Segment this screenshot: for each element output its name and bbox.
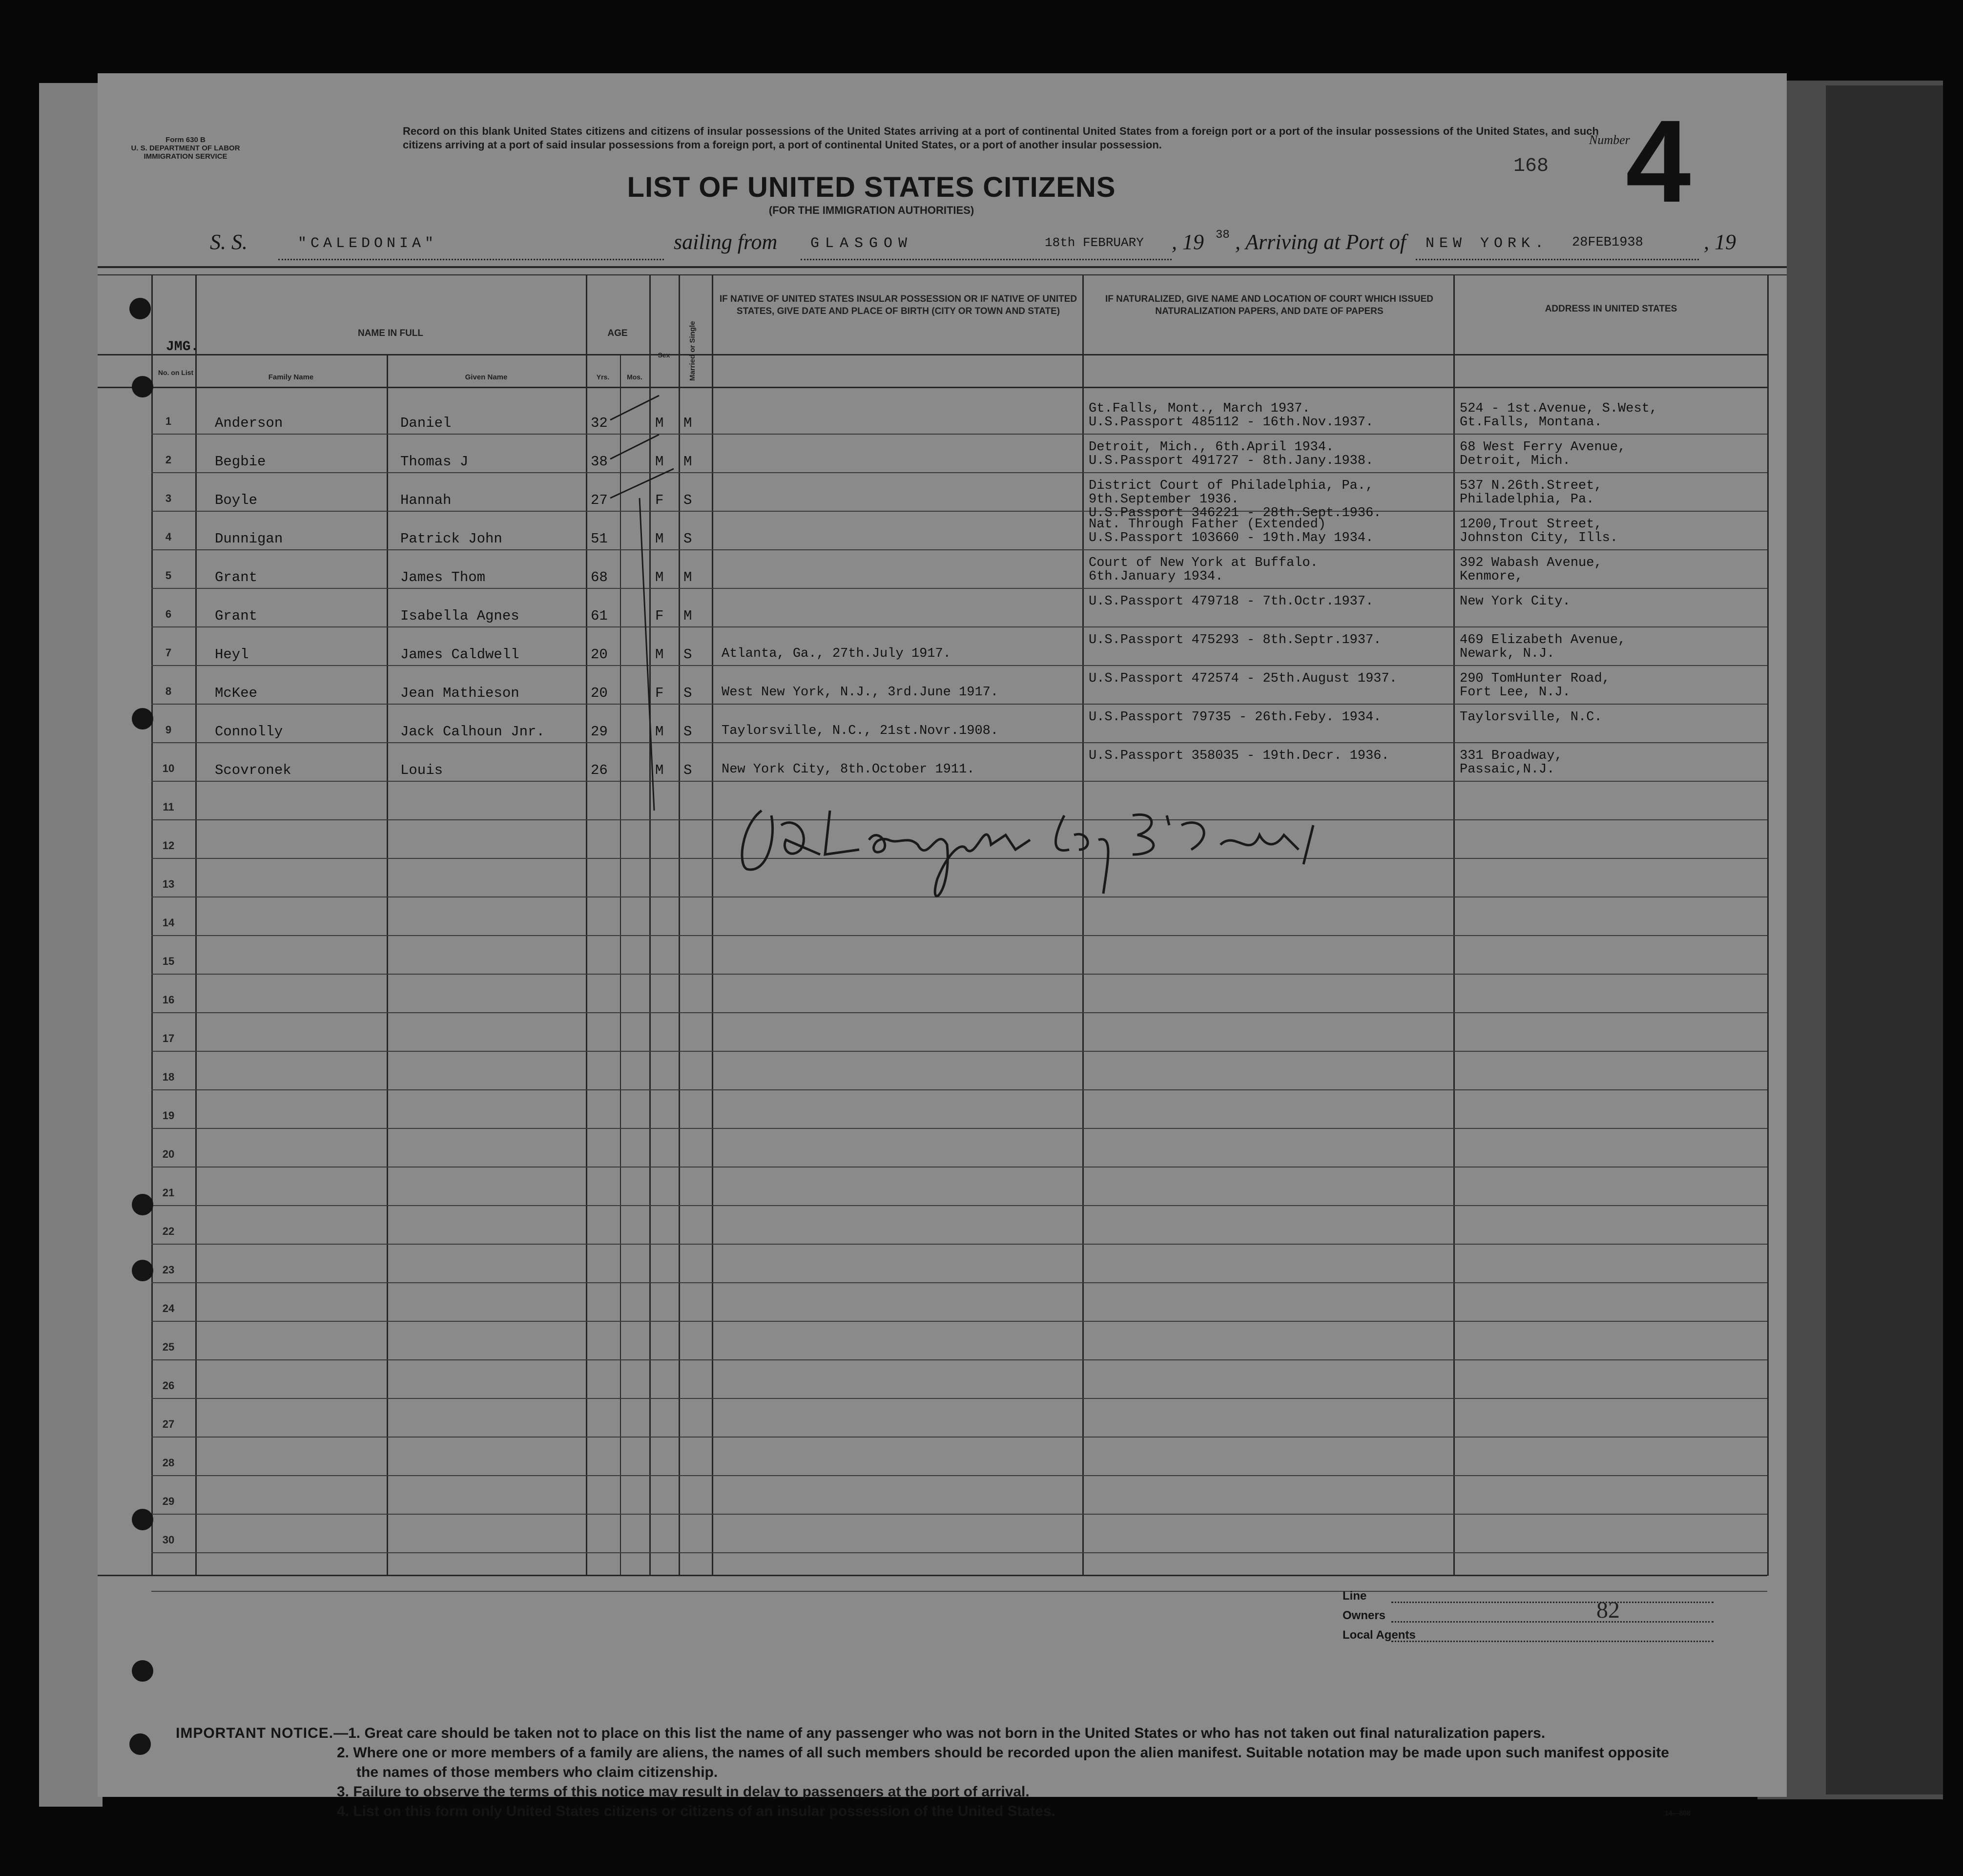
naturalization-line-1: U.S.Passport 472574 - 25th.August 1937.	[1089, 671, 1397, 686]
row-rule	[151, 974, 1767, 975]
age-years: 20	[591, 646, 608, 663]
local-agents-label: Local Agents	[1343, 1628, 1416, 1642]
sailing-label: sailing from	[674, 230, 778, 254]
col-line-addr	[1453, 274, 1455, 1576]
family-name: Scovronek	[215, 762, 291, 778]
port-to: NEW YORK.	[1426, 235, 1549, 252]
naturalization-line-1: Detroit, Mich., 6th.April 1934.	[1089, 440, 1334, 455]
sex: F	[655, 492, 664, 508]
form-number: Form 630 B	[165, 136, 206, 144]
col-line-birth	[712, 274, 713, 1576]
address-line-1: 469 Elizabeth Avenue,	[1460, 633, 1626, 647]
address-line-2: Philadelphia, Pa.	[1460, 492, 1594, 507]
row-rule	[151, 1128, 1767, 1129]
header-yrs: Yrs.	[596, 373, 610, 381]
binding-hole	[129, 298, 151, 319]
naturalization-line-1: U.S.Passport 479718 - 7th.Octr.1937.	[1089, 594, 1374, 609]
naturalization-line-2: 9th.September 1936.	[1089, 492, 1239, 507]
family-name: Anderson	[215, 415, 283, 431]
row-rule	[151, 1591, 1767, 1592]
header-divider	[98, 354, 1767, 355]
address-line-2: Detroit, Mich.	[1460, 454, 1570, 468]
table-bottom	[98, 1575, 1767, 1576]
header-naturalization: IF NATURALIZED, GIVE NAME AND LOCATION OF COURT WHICH ISSUED NATURALIZATION PAPERS, AND DATE OF PAPERS	[1105, 294, 1433, 316]
notice-item-1-text: —1. Great care should be taken not to place on this list the name of any passenger who was not born in the United States or who has not taken out final naturalization papers.	[333, 1725, 1546, 1741]
row-rule	[151, 1089, 1767, 1090]
birth-place: Taylorsville, N.C., 21st.Novr.1908.	[722, 724, 999, 738]
address-line-2: Fort Lee, N.J.	[1460, 685, 1570, 700]
family-name: Grant	[215, 569, 258, 585]
form-identifier	[98, 136, 273, 161]
given-name: James Thom	[400, 569, 486, 585]
sex: M	[655, 531, 664, 547]
given-name: Daniel	[400, 415, 452, 431]
signature-stroke	[742, 811, 859, 870]
col-line-no	[151, 274, 153, 1576]
row-rule	[151, 626, 1767, 627]
owners-field	[1391, 1621, 1714, 1623]
binding-hole	[132, 1660, 153, 1682]
notice-heading: IMPORTANT NOTICE.	[176, 1725, 334, 1741]
marital-status: S	[683, 531, 692, 547]
binding-hole	[132, 1260, 153, 1281]
header-no-on-list: No. on List	[158, 369, 194, 376]
arrival-stamp: 28FEB1938	[1572, 235, 1643, 250]
naturalization-line-2: U.S.Passport 485112 - 16th.Nov.1937.	[1089, 415, 1374, 430]
address-line-1: 68 West Ferry Avenue,	[1460, 440, 1626, 455]
row-number: 5	[165, 569, 172, 582]
age-years: 32	[591, 415, 608, 431]
address-line-2: Gt.Falls, Montana.	[1460, 415, 1602, 430]
address-line-2: Passaic,N.J.	[1460, 762, 1555, 777]
row-number: 27	[162, 1418, 175, 1430]
tally-mark	[610, 435, 659, 459]
marital-status: S	[683, 762, 692, 778]
row-rule	[151, 1205, 1767, 1206]
col-line-ms	[679, 274, 680, 1576]
marital-status: M	[683, 454, 692, 470]
age-years: 27	[591, 492, 608, 508]
given-name: Louis	[400, 762, 443, 778]
age-years: 20	[591, 685, 608, 701]
age-years: 61	[591, 608, 608, 624]
row-number: 18	[162, 1071, 175, 1083]
important-notice	[176, 1724, 1670, 1821]
to-dotted-line	[1416, 259, 1699, 260]
binding-hole	[132, 376, 153, 397]
ss-label: S. S.	[210, 230, 248, 254]
sex: M	[655, 454, 664, 470]
given-name: Jack Calhoun Jnr.	[400, 724, 545, 740]
address-line-1: 290 TomHunter Road,	[1460, 671, 1610, 686]
address-line-2: Newark, N.J.	[1460, 646, 1555, 661]
row-number: 15	[162, 955, 175, 967]
naturalization-line-2: 6th.January 1934.	[1089, 569, 1223, 584]
row-number: 3	[165, 492, 172, 504]
age-years: 38	[591, 454, 608, 470]
table-top-border-inner	[98, 274, 1787, 275]
given-name: Jean Mathieson	[400, 685, 519, 701]
signature	[732, 796, 1367, 923]
marital-status: M	[683, 608, 692, 624]
col-line-family	[195, 274, 197, 1576]
naturalization-line-2: U.S.Passport 103660 - 19th.May 1934.	[1089, 531, 1374, 545]
tally-stroke	[640, 498, 654, 811]
row-rule	[151, 549, 1767, 550]
row-number: 22	[162, 1225, 175, 1237]
page-title: LIST OF UNITED STATES CITIZENS	[627, 171, 1116, 203]
stamp-number: 168	[1513, 155, 1549, 177]
naturalization-line-2: U.S.Passport 491727 - 8th.Jany.1938.	[1089, 454, 1374, 468]
row-number: 25	[162, 1341, 175, 1353]
address-line-1: 524 - 1st.Avenue, S.West,	[1460, 401, 1658, 416]
header-birth-place: IF NATIVE OF UNITED STATES INSULAR POSSESSION OR IF NATIVE OF UNITED STATES, GIVE DATE AND PLACE OF BIRTH (CITY OR TOWN AND STATE)	[719, 294, 1077, 316]
row-rule	[151, 588, 1767, 589]
naturalization-line-1: U.S.Passport 79735 - 26th.Feby. 1934.	[1089, 710, 1382, 725]
row-number: 29	[162, 1495, 175, 1507]
row-number: 11	[163, 801, 174, 813]
sex: M	[655, 724, 664, 740]
signature-stroke	[1133, 814, 1313, 864]
sex: M	[655, 762, 664, 778]
page-marker: 82	[1596, 1597, 1620, 1623]
row-rule	[151, 1321, 1767, 1322]
departure-date: 18th FEBRUARY	[1045, 235, 1144, 250]
address-line-1: 392 Wabash Avenue,	[1460, 556, 1602, 570]
row-number: 17	[162, 1032, 175, 1044]
print-code: 14—808	[1665, 1809, 1691, 1817]
row-rule	[151, 665, 1767, 666]
row-number: 2	[165, 454, 172, 466]
port-from: GLASGOW	[810, 235, 913, 252]
family-name: Boyle	[215, 492, 258, 508]
row-rule	[151, 781, 1767, 782]
address-line-1: 331 Broadway,	[1460, 749, 1563, 763]
marital-status: S	[683, 492, 692, 508]
line-label: Line	[1343, 1589, 1367, 1603]
address-line-2: Johnston City, Ills.	[1460, 531, 1618, 545]
owners-label: Owners	[1343, 1609, 1386, 1622]
row-rule	[151, 742, 1767, 743]
tally-mark	[610, 396, 659, 420]
row-number: 9	[165, 724, 172, 736]
tally-marks	[600, 342, 679, 840]
sex: M	[655, 646, 664, 663]
age-years: 68	[591, 569, 608, 585]
row-rule	[151, 1437, 1767, 1438]
row-number: 12	[162, 839, 175, 852]
table-top-border	[98, 266, 1787, 268]
header-age: AGE	[607, 328, 628, 338]
header-name-in-full: NAME IN FULL	[357, 328, 424, 338]
binding-hole	[132, 1509, 153, 1530]
given-name: James Caldwell	[400, 646, 519, 663]
number-label: Number	[1589, 133, 1630, 147]
row-number: 21	[162, 1187, 175, 1199]
family-name: Grant	[215, 608, 258, 624]
line-field	[1391, 1602, 1714, 1603]
arriving-label: , Arriving at Port of	[1235, 230, 1406, 254]
binding-hole	[132, 708, 153, 730]
marital-status: M	[683, 569, 692, 585]
given-name: Thomas J	[400, 454, 469, 470]
tally-mark	[610, 469, 674, 498]
naturalization-line-1: Court of New York at Buffalo.	[1089, 556, 1318, 570]
row-rule	[151, 935, 1767, 936]
binding-strip	[39, 83, 103, 1807]
underlying-sheet-edge	[1826, 85, 1943, 1794]
row-number: 1	[165, 415, 172, 427]
address-line-2: Kenmore,	[1460, 569, 1523, 584]
row-rule	[151, 1552, 1767, 1553]
page-subtitle: (FOR THE IMMIGRATION AUTHORITIES)	[768, 204, 974, 216]
birth-place: Atlanta, Ga., 27th.July 1917.	[722, 646, 951, 661]
notice-item-1	[176, 1724, 1670, 1743]
row-rule	[151, 704, 1767, 705]
department-name: U. S. DEPARTMENT OF LABOR	[131, 144, 240, 152]
age-years: 51	[591, 531, 608, 547]
address-line-1: 537 N.26th.Street,	[1460, 479, 1602, 493]
row-number: 7	[165, 646, 172, 659]
row-number: 6	[165, 608, 172, 620]
year-prefix: , 19	[1172, 230, 1204, 254]
list-number: 4	[1626, 96, 1691, 227]
naturalization-line-1: Nat. Through Father (Extended)	[1089, 517, 1326, 532]
address-line-1: Taylorsville, N.C.	[1460, 710, 1602, 725]
header-bottom	[98, 387, 1767, 388]
row-rule	[151, 1012, 1767, 1013]
header-given-name: Given Name	[465, 373, 508, 381]
marital-status: S	[683, 685, 692, 701]
notice-item-3: 3. Failure to observe the terms of this notice may result in delay to passengers at the port of arrival.	[337, 1784, 1030, 1800]
marital-status: M	[683, 415, 692, 431]
given-name: Isabella Agnes	[400, 608, 519, 624]
family-name: Dunnigan	[215, 531, 283, 547]
inspector-initials: JMG.	[166, 339, 199, 354]
row-number: 10	[162, 762, 175, 774]
naturalization-line-3: U.S.Passport 346221 - 28th.Sept.1936.	[1089, 506, 1382, 521]
row-rule	[151, 1051, 1767, 1052]
row-rule	[151, 1475, 1767, 1476]
row-number: 30	[162, 1534, 175, 1546]
row-number: 8	[165, 685, 172, 697]
birth-place: New York City, 8th.October 1911.	[722, 762, 975, 777]
naturalization-line-1: U.S.Passport 358035 - 19th.Decr. 1936.	[1089, 749, 1389, 763]
instructions-text: Record on this blank United States citizens and citizens of insular possessions of the United States arriving at a port of continental United States from a foreign port or a port of the insular possessions of the United States, and such citizens arriving at a port of said insular possessions from a foreign port, a port of continental United States, or a port of another insular possession.	[403, 125, 1599, 151]
row-rule	[151, 472, 1767, 473]
service-name: IMMIGRATION SERVICE	[144, 152, 227, 161]
address-line-1: 1200,Trout Street,	[1460, 517, 1602, 532]
year-suffix: 38	[1216, 229, 1230, 242]
col-line-given	[387, 354, 388, 1576]
marital-status: S	[683, 646, 692, 663]
birth-place: West New York, N.J., 3rd.June 1917.	[722, 685, 999, 700]
col-line-nat	[1082, 274, 1084, 1576]
row-number: 24	[162, 1302, 175, 1314]
sex: F	[655, 608, 664, 624]
family-name: Heyl	[215, 646, 249, 663]
binding-hole	[132, 1194, 153, 1215]
marital-status: S	[683, 724, 692, 740]
signature-stroke	[869, 834, 1030, 896]
row-rule	[151, 1398, 1767, 1399]
row-number: 19	[162, 1109, 175, 1122]
header-married-single: Married or Single	[688, 321, 697, 381]
family-name: McKee	[215, 685, 258, 701]
row-rule	[151, 1282, 1767, 1283]
family-name: Connolly	[215, 724, 283, 740]
ship-dotted-line	[278, 259, 664, 260]
row-rule	[151, 434, 1767, 435]
row-number: 16	[162, 994, 175, 1006]
row-number: 13	[162, 878, 175, 890]
naturalization-line-1: U.S.Passport 475293 - 8th.Septr.1937.	[1089, 633, 1382, 647]
header-family-name: Family Name	[268, 373, 314, 381]
header-mos: Mos.	[627, 373, 642, 381]
notice-item-4: 4. List on this form only United States citizens or citizens of an insular possession of the United States.	[337, 1803, 1055, 1819]
binding-hole	[129, 1733, 151, 1755]
local-agents-field	[1391, 1641, 1714, 1642]
manifest-page	[98, 73, 1787, 1819]
header-address: ADDRESS IN UNITED STATES	[1545, 304, 1677, 314]
age-years: 26	[591, 762, 608, 778]
row-rule	[151, 1244, 1767, 1245]
given-name: Patrick John	[400, 531, 502, 547]
col-line-age	[586, 274, 587, 1576]
naturalization-line-1: Gt.Falls, Mont., March 1937.	[1089, 401, 1310, 416]
from-dotted-line	[801, 259, 1172, 260]
row-number: 20	[162, 1148, 175, 1160]
col-line-right	[1767, 274, 1769, 1576]
row-rule	[151, 1514, 1767, 1515]
row-rule	[151, 1359, 1767, 1360]
row-number: 28	[162, 1457, 175, 1469]
notice-item-2: 2. Where one or more members of a family are aliens, the names of all such members should be recorded upon the alien manifest. Suitable notation may be made upon such manifest opposite the names of those members who claim citizenship.	[337, 1745, 1669, 1780]
sex: F	[655, 685, 664, 701]
sex: M	[655, 569, 664, 585]
row-number: 4	[165, 531, 172, 543]
header-sex: Sex	[658, 351, 670, 359]
sex: M	[655, 415, 664, 431]
given-name: Hannah	[400, 492, 452, 508]
row-number: 14	[162, 917, 175, 929]
naturalization-line-1: District Court of Philadelphia, Pa.,	[1089, 479, 1374, 493]
address-line-1: New York City.	[1460, 594, 1570, 609]
family-name: Begbie	[215, 454, 266, 470]
trailing-year: , 19	[1704, 230, 1736, 254]
row-rule	[151, 511, 1767, 512]
signature-stroke	[1056, 815, 1109, 894]
voyage-line	[210, 225, 1748, 264]
age-years: 29	[591, 724, 608, 740]
row-number: 23	[162, 1264, 175, 1276]
row-number: 26	[162, 1379, 175, 1392]
ship-name: "CALEDONIA"	[298, 235, 438, 252]
